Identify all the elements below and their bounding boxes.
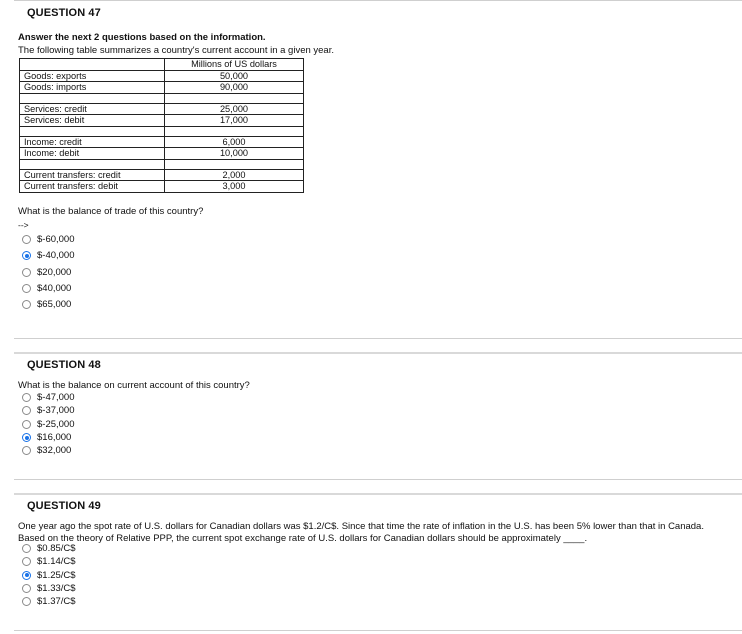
radio-button[interactable]	[22, 268, 31, 277]
option-label: $-25,000	[37, 418, 75, 430]
question-49-options	[22, 542, 76, 608]
current-account-table	[19, 58, 304, 193]
option-q49-d[interactable]	[22, 582, 76, 595]
option-label: $65,000	[37, 299, 72, 311]
question-48-options	[22, 391, 75, 457]
table-header: Millions of US dollars	[165, 59, 304, 71]
option-q48-b[interactable]	[22, 404, 75, 417]
table-row: Services: credit 25,000	[20, 103, 304, 115]
question-49-text: One year ago the spot rate of U.S. dollars for Canadian dollars was $1.2/C$. Since that time the rate of inflation in the U.S. has been 5% lower than that in Canada. Based on the theory of Relative PPP, the current spot exchange rate of U.S. dollars for Canadian dollars should be approximately ____.	[18, 521, 704, 544]
table-row: Current transfers: debit 3,000	[20, 181, 304, 193]
table-row: Goods: exports 50,000	[20, 70, 304, 82]
table-spacer-row	[20, 93, 304, 103]
option-label: $32,000	[37, 445, 72, 457]
option-q49-c[interactable]	[22, 569, 76, 582]
option-q47-a[interactable]	[22, 233, 75, 246]
radio-button[interactable]	[22, 235, 31, 244]
option-label: $-37,000	[37, 405, 75, 417]
divider	[14, 479, 742, 480]
option-label: $1.33/C$	[37, 583, 76, 595]
instruction-text: Answer the next 2 questions based on the information.	[18, 32, 266, 43]
option-q48-a[interactable]	[22, 391, 75, 404]
option-label: $-40,000	[37, 250, 75, 262]
table-spacer-row	[20, 159, 304, 169]
option-q47-e[interactable]	[22, 298, 75, 311]
option-label: $1.14/C$	[37, 556, 76, 568]
table-row: Income: credit 6,000	[20, 136, 304, 148]
table-row: Services: debit 17,000	[20, 115, 304, 127]
option-q47-d[interactable]	[22, 282, 75, 295]
option-label: $-47,000	[37, 392, 75, 404]
question-48-text: What is the balance on current account of this country?	[18, 380, 250, 391]
question-48-title: QUESTION 48	[27, 359, 101, 371]
radio-button[interactable]	[22, 544, 31, 553]
radio-button[interactable]	[22, 446, 31, 455]
radio-button[interactable]	[22, 300, 31, 309]
table-spacer-row	[20, 126, 304, 136]
radio-button[interactable]	[22, 584, 31, 593]
radio-button[interactable]	[22, 393, 31, 402]
option-label: $1.37/C$	[37, 596, 76, 608]
table-row: Current transfers: credit 2,000	[20, 169, 304, 181]
top-divider	[14, 0, 742, 1]
option-label: $1.25/C$	[37, 569, 76, 581]
radio-button[interactable]	[22, 284, 31, 293]
option-q48-d[interactable]	[22, 431, 75, 444]
divider	[14, 630, 742, 631]
divider	[14, 338, 742, 339]
option-q47-c[interactable]	[22, 266, 75, 279]
radio-button-selected[interactable]	[22, 251, 31, 260]
option-label: $-60,000	[37, 234, 75, 246]
table-row: Income: debit 10,000	[20, 148, 304, 160]
table-intro-text: The following table summarizes a country's current account in a given year.	[18, 45, 334, 56]
radio-button-selected[interactable]	[22, 571, 31, 580]
option-label: $16,000	[37, 432, 72, 444]
question-47-text: What is the balance of trade of this country?	[18, 206, 204, 217]
table-row: Goods: imports 90,000	[20, 82, 304, 94]
table-header-row	[20, 59, 304, 71]
divider	[14, 493, 742, 495]
arrow-text: -->	[18, 220, 29, 230]
option-q48-c[interactable]	[22, 418, 75, 431]
option-q48-e[interactable]	[22, 444, 75, 457]
option-label: $20,000	[37, 266, 72, 278]
option-label: $40,000	[37, 283, 72, 295]
radio-button[interactable]	[22, 420, 31, 429]
option-q49-e[interactable]	[22, 595, 76, 608]
option-q49-a[interactable]	[22, 542, 76, 555]
option-label: $0.85/C$	[37, 543, 76, 555]
radio-button[interactable]	[22, 597, 31, 606]
radio-button[interactable]	[22, 557, 31, 566]
radio-button-selected[interactable]	[22, 433, 31, 442]
question-47-options	[22, 233, 75, 311]
question-47-title: QUESTION 47	[27, 7, 101, 19]
option-q49-b[interactable]	[22, 555, 76, 568]
option-q47-b[interactable]	[22, 249, 75, 262]
question-49-title: QUESTION 49	[27, 500, 101, 512]
radio-button[interactable]	[22, 406, 31, 415]
divider	[14, 352, 742, 354]
